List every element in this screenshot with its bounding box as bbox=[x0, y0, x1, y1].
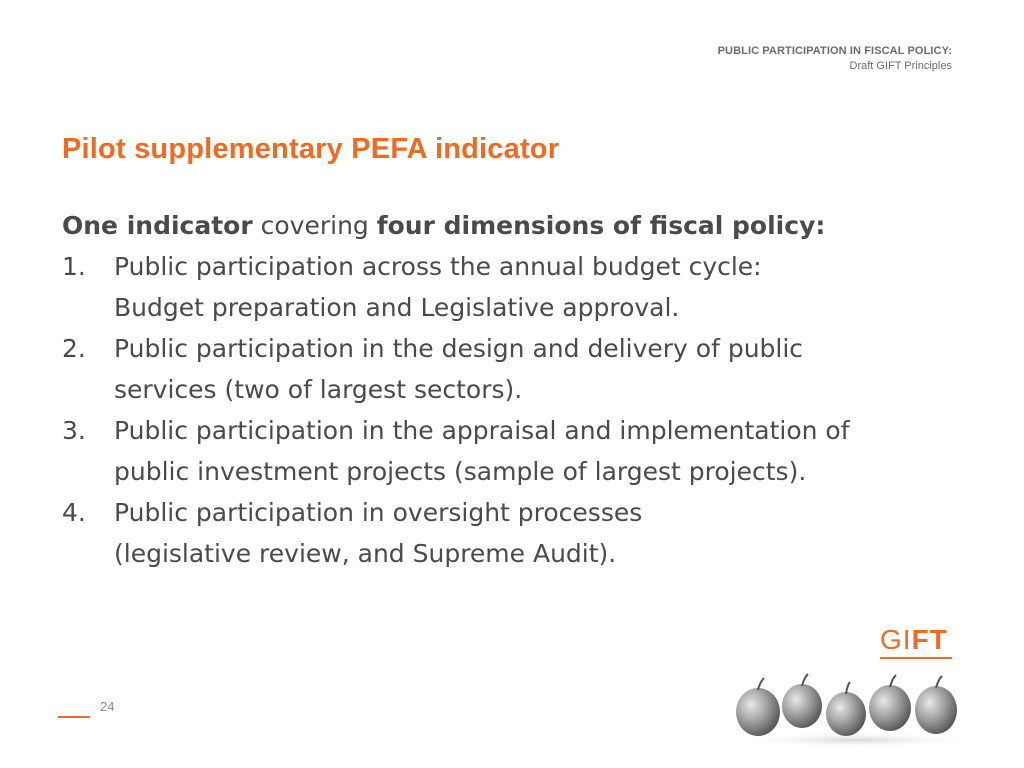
slide-content bbox=[62, 205, 962, 574]
logo-text-light: GI bbox=[880, 624, 912, 655]
intro-line bbox=[62, 205, 962, 246]
dimension-list bbox=[62, 246, 962, 574]
apple-3 bbox=[826, 682, 866, 736]
gift-logo bbox=[880, 626, 952, 659]
list-item bbox=[62, 328, 962, 410]
list-item bbox=[62, 410, 962, 492]
list-item bbox=[62, 492, 962, 574]
header bbox=[718, 45, 952, 72]
logo-text-bold: FT bbox=[911, 624, 948, 655]
list-item-number: 1. bbox=[62, 252, 86, 281]
list-item bbox=[62, 246, 962, 328]
list-item-number: 2. bbox=[62, 334, 86, 363]
list-item-line: public investment projects (sample of largest projects). bbox=[114, 457, 807, 486]
apples-illustration-icon bbox=[728, 668, 984, 748]
footer-accent-line bbox=[58, 716, 90, 718]
slide-title: Pilot supplementary PEFA indicator bbox=[62, 133, 560, 165]
list-item-line: services (two of largest sectors). bbox=[114, 375, 523, 404]
intro-bold-2: four dimensions of fiscal policy: bbox=[376, 211, 826, 240]
list-item-number: 3. bbox=[62, 416, 86, 445]
list-item-line: Public participation in the appraisal and implementation of bbox=[114, 416, 850, 445]
intro-bold-1: One indicator bbox=[62, 211, 253, 240]
list-item-line: Budget preparation and Legislative approval. bbox=[114, 293, 680, 322]
list-item-line: Public participation across the annual budget cycle: bbox=[114, 252, 762, 281]
list-item-number: 4. bbox=[62, 498, 86, 527]
list-item-line: Public participation in the design and delivery of public bbox=[114, 334, 804, 363]
apple-2 bbox=[782, 674, 822, 728]
apple-5 bbox=[915, 676, 957, 734]
header-subtitle: Draft GIFT Principles bbox=[849, 60, 952, 72]
apple-1 bbox=[736, 678, 780, 736]
apple-4 bbox=[869, 675, 911, 731]
logo-underline bbox=[880, 657, 952, 659]
page-number: 24 bbox=[100, 699, 115, 714]
list-item-line: (legislative review, and Supreme Audit). bbox=[114, 539, 617, 568]
list-item-line: Public participation in oversight processes bbox=[114, 498, 643, 527]
intro-normal: covering bbox=[252, 211, 377, 240]
header-title: PUBLIC PARTICIPATION IN FISCAL POLICY: bbox=[717, 45, 952, 57]
